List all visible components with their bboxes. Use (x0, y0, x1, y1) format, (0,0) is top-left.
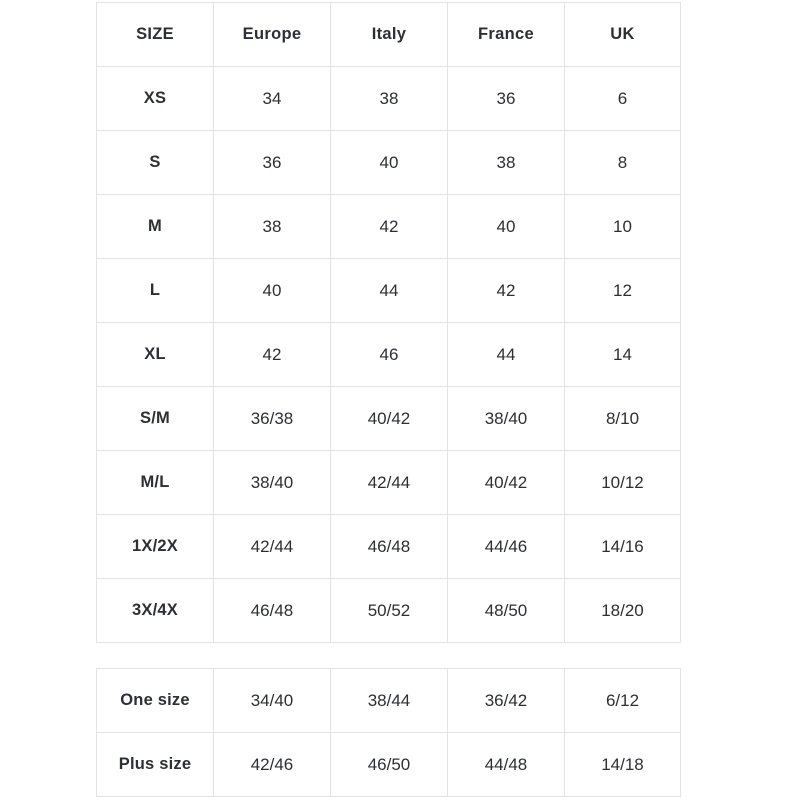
cell-france: 42 (448, 259, 565, 323)
table-row (97, 259, 681, 323)
row-label: 3X/4X (97, 579, 214, 643)
cell-europe: 38 (214, 195, 331, 259)
row-label: Plus size (97, 733, 214, 797)
table-row (97, 131, 681, 195)
extra-size-table-container (96, 668, 680, 797)
table-row (97, 451, 681, 515)
cell-france: 36/42 (448, 669, 565, 733)
table-row (97, 733, 681, 797)
table-row (97, 323, 681, 387)
cell-italy: 40/42 (331, 387, 448, 451)
row-label: M (97, 195, 214, 259)
table-row (97, 669, 681, 733)
cell-france: 38 (448, 131, 565, 195)
cell-uk: 8 (565, 131, 681, 195)
cell-europe: 34 (214, 67, 331, 131)
cell-france: 40 (448, 195, 565, 259)
cell-europe: 42/46 (214, 733, 331, 797)
cell-europe: 36/38 (214, 387, 331, 451)
cell-uk: 12 (565, 259, 681, 323)
cell-europe: 36 (214, 131, 331, 195)
cell-italy: 38/44 (331, 669, 448, 733)
cell-europe: 38/40 (214, 451, 331, 515)
cell-uk: 14 (565, 323, 681, 387)
table-row (97, 67, 681, 131)
table-row (97, 387, 681, 451)
cell-italy: 46 (331, 323, 448, 387)
cell-uk: 8/10 (565, 387, 681, 451)
cell-europe: 46/48 (214, 579, 331, 643)
cell-europe: 40 (214, 259, 331, 323)
table-row (97, 579, 681, 643)
row-label: L (97, 259, 214, 323)
cell-uk: 14/18 (565, 733, 681, 797)
cell-italy: 42/44 (331, 451, 448, 515)
cell-italy: 40 (331, 131, 448, 195)
cell-uk: 10/12 (565, 451, 681, 515)
cell-italy: 38 (331, 67, 448, 131)
cell-uk: 6 (565, 67, 681, 131)
table-row (97, 195, 681, 259)
column-header-europe: Europe (214, 3, 331, 67)
cell-france: 38/40 (448, 387, 565, 451)
row-label: XS (97, 67, 214, 131)
cell-europe: 34/40 (214, 669, 331, 733)
row-label: XL (97, 323, 214, 387)
cell-uk: 10 (565, 195, 681, 259)
cell-italy: 50/52 (331, 579, 448, 643)
row-label: S/M (97, 387, 214, 451)
column-header-size: SIZE (97, 3, 214, 67)
row-label: M/L (97, 451, 214, 515)
cell-italy: 46/50 (331, 733, 448, 797)
table-header-row (97, 3, 681, 67)
cell-italy: 44 (331, 259, 448, 323)
cell-france: 36 (448, 67, 565, 131)
row-label: S (97, 131, 214, 195)
cell-italy: 46/48 (331, 515, 448, 579)
main-size-table-container (96, 2, 680, 643)
cell-uk: 14/16 (565, 515, 681, 579)
cell-france: 44/46 (448, 515, 565, 579)
row-label: One size (97, 669, 214, 733)
extra-size-table (96, 668, 681, 797)
column-header-italy: Italy (331, 3, 448, 67)
cell-italy: 42 (331, 195, 448, 259)
cell-uk: 18/20 (565, 579, 681, 643)
table-row (97, 515, 681, 579)
column-header-france: France (448, 3, 565, 67)
cell-uk: 6/12 (565, 669, 681, 733)
column-header-uk: UK (565, 3, 681, 67)
cell-europe: 42 (214, 323, 331, 387)
cell-france: 44 (448, 323, 565, 387)
cell-france: 44/48 (448, 733, 565, 797)
row-label: 1X/2X (97, 515, 214, 579)
cell-france: 40/42 (448, 451, 565, 515)
cell-europe: 42/44 (214, 515, 331, 579)
cell-france: 48/50 (448, 579, 565, 643)
main-size-table (96, 2, 681, 643)
